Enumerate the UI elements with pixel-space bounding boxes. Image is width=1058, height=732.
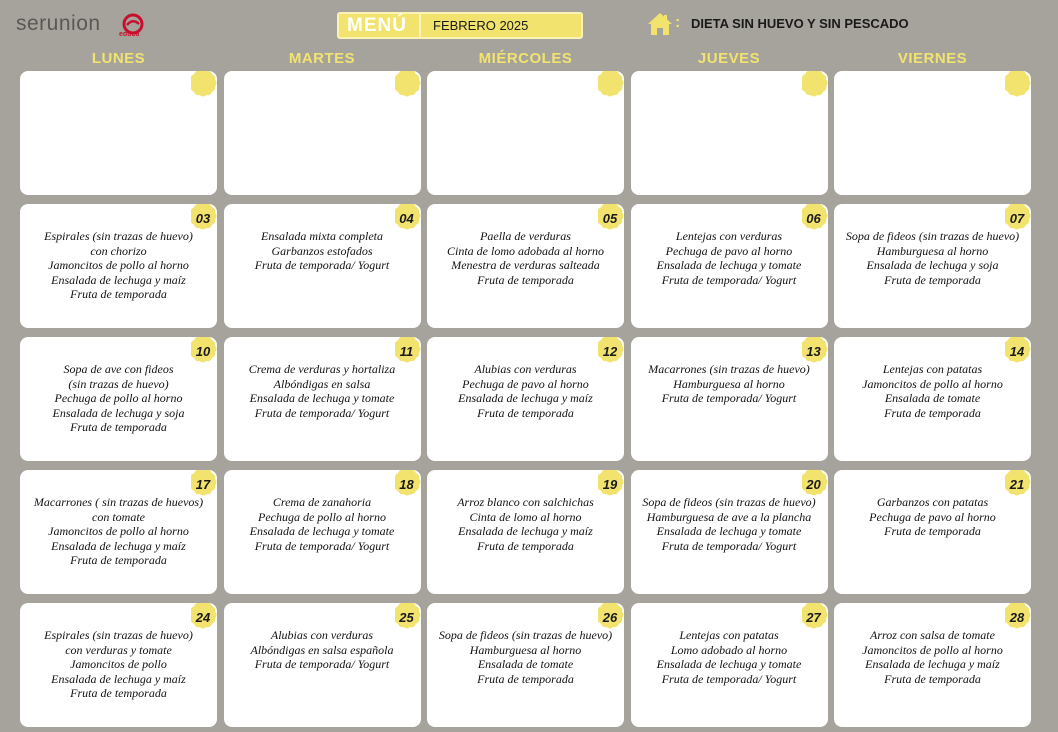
dish-list [226,229,419,273]
dish-item: Lentejas con patatas [679,628,779,642]
day-cell [20,470,217,594]
dish-list [226,362,419,420]
weekday-header: JUEVES [697,50,761,67]
day-cell [20,603,217,727]
dish-list [429,362,622,420]
dish-item: Ensalada de lechuga y tomate [656,524,802,539]
dish-item: Fruta de temporada [477,405,574,420]
sun-badge-icon [395,470,423,498]
dish-item: Alubias con verduras [474,362,577,376]
dish-item: Arroz con salsa de tomate [870,628,995,642]
dish-item: Fruta de temporada/ Yogurt [661,538,797,553]
dish-item: Fruta de temporada [884,671,981,686]
dish-item: Cinta de lomo adobada al horno [446,243,604,258]
sun-badge-icon [191,204,219,232]
dish-item: con tomate [92,509,145,524]
header-colon: : [675,14,681,31]
sun-badge-shape [395,71,423,99]
dish-item: Hamburguesa de ave a la plancha [646,509,812,524]
day-number: 13 [806,344,821,359]
day-cell [224,337,421,461]
sun-badge-icon [802,603,830,631]
dish-item: Pechuga de pollo al horno [54,391,183,406]
dish-item: Lomo adobado al horno [670,642,788,657]
dish-item: Albóndigas en salsa [273,376,371,391]
dish-item: Jamoncitos de pollo al horno [48,258,189,273]
day-cell [20,204,217,328]
dish-item: Lentejas con verduras [675,229,783,243]
dish-item: Fruta de temporada [477,671,574,686]
dish-item: Fruta de temporada [477,538,574,553]
menu-word: MENÚ [347,15,407,36]
brand-name: serunion [16,12,101,35]
brand-sub: educa [119,31,140,38]
day-number: 11 [399,344,414,359]
day-number: 19 [602,477,618,492]
dish-item: Ensalada de lechuga y maíz [51,671,186,686]
dish-item: Ensalada de lechuga y tomate [249,391,395,406]
dish-item: Alubias con verduras [270,628,374,642]
dish-item: Sopa de fideos (sin trazas de huevo) [438,628,613,642]
day-cell [834,470,1031,594]
day-number: 14 [1009,344,1025,359]
sun-badge-icon [395,204,423,232]
day-number: 18 [399,477,414,492]
day-number: 04 [399,211,414,226]
dish-item: Jamoncitos de pollo al horno [862,642,1003,657]
sun-badge-icon [1005,71,1033,99]
sun-badge-icon [802,71,830,99]
day-cell [834,337,1031,461]
dish-item: Garbanzos estofados [271,243,373,258]
day-number: 06 [806,211,821,226]
dish-item: Sopa de fideos (sin trazas de huevo) [845,229,1020,243]
dish-item: Pechuga de pavo al horno [869,509,996,524]
dish-item: Ensalada de lechuga y maíz [458,524,593,539]
dish-item: Macarrones (sin trazas de huevo) [648,362,810,376]
dish-item: Ensalada de lechuga y maíz [458,391,593,406]
dish-item: (sin trazas de huevo) [68,376,169,391]
weekday-header: MARTES [288,50,356,67]
dish-item: Fruta de temporada [70,287,167,302]
dish-item: Ensalada de lechuga y tomate [656,657,802,672]
day-cell [20,71,217,195]
dish-item: Jamoncitos de pollo al horno [862,376,1003,391]
dish-item: Pechuga de pavo al horno [462,376,589,391]
dish-item: Ensalada de lechuga y tomate [249,524,395,539]
weekday-header: LUNES [91,50,146,67]
dish-item: Jamoncitos de pollo [70,657,167,672]
dish-item: Fruta de temporada [70,420,167,435]
menu-month: FEBRERO 2025 [419,14,581,37]
day-cell [631,603,828,727]
dish-list [633,229,826,287]
dish-list [836,495,1029,539]
sun-badge-icon [191,603,219,631]
day-number: 07 [1009,211,1025,226]
day-cell [631,204,828,328]
dish-item: Pechuga de pollo al horno [258,509,386,524]
sun-badge-icon [598,603,626,631]
day-cell [427,470,624,594]
day-number: 17 [195,477,211,492]
sun-badge-icon [1005,603,1033,631]
dish-item: Menestra de verduras salteada [451,258,600,273]
sun-badge-icon [1005,470,1033,498]
sun-badge-icon [191,337,219,365]
sun-badge-icon [395,603,423,631]
dish-list [22,495,215,568]
dish-list [633,362,826,406]
day-number: 27 [806,610,821,625]
dish-item: Pechuga de pavo al horno [665,243,793,258]
dish-item: Crema de zanahoria [272,495,372,509]
house-icon [647,12,673,36]
sun-badge-icon [802,470,830,498]
sun-badge-icon [598,337,626,365]
dish-item: Ensalada de tomate [884,391,981,406]
dish-item: Fruta de temporada [70,686,167,701]
dish-item: Ensalada de lechuga y soja [52,405,185,420]
dish-item: Jamoncitos de pollo al horno [48,524,189,539]
day-cell [20,337,217,461]
day-cell [224,71,421,195]
day-number: 26 [602,610,618,625]
dish-list [633,628,826,686]
dish-item: con chorizo [90,243,147,258]
dish-item: Hamburguesa al horno [673,376,785,391]
day-cell [427,204,624,328]
dish-list [429,229,622,287]
sun-badge-shape [1005,71,1033,99]
day-number: 05 [602,211,618,226]
day-number: 28 [1009,610,1025,625]
day-cell [224,603,421,727]
day-cell [834,603,1031,727]
menu-title-box [337,12,583,39]
dish-item: Hamburguesa al horno [876,243,989,258]
dish-item: Ensalada de lechuga y maíz [865,657,1000,672]
dish-list [836,362,1029,420]
day-cell [224,470,421,594]
dish-list [836,229,1029,287]
dish-item: Ensalada de lechuga y tomate [656,258,802,273]
dish-list [22,628,215,701]
day-number: 21 [1009,477,1025,492]
day-cell [834,204,1031,328]
dish-item: Hamburguesa al horno [469,642,582,657]
dish-list [22,362,215,435]
day-number: 03 [195,211,211,226]
dish-item: Paella de verduras [480,229,571,243]
sun-badge-icon [191,470,219,498]
dish-item: Fruta de temporada/ Yogurt [661,272,797,287]
dish-list [226,495,419,553]
sun-badge-icon [395,71,423,99]
dish-item: Garbanzos con patatas [876,495,989,509]
dish-list [429,495,622,553]
dish-item: Ensalada de lechuga y soja [866,258,999,273]
dish-item: Fruta de temporada/ Yogurt [661,671,797,686]
sun-badge-icon [1005,337,1033,365]
sun-badge-icon [802,337,830,365]
dish-item: Macarrones ( sin trazas de huevos) [33,495,204,509]
dish-item: Sopa de fideos (sin trazas de huevo) [642,495,816,509]
dish-item: Lentejas con patatas [882,362,983,376]
dish-list [226,628,419,672]
dish-item: Fruta de temporada [884,405,981,420]
sun-badge-icon [802,204,830,232]
dish-item: Fruta de temporada [884,272,981,287]
day-cell [427,71,624,195]
dish-item: Fruta de temporada/ Yogurt [254,405,390,420]
day-number: 24 [195,610,211,625]
weekday-header: MIÉRCOLES [478,50,573,67]
dish-list [836,628,1029,686]
sun-badge-shape [191,71,219,99]
sun-badge-icon [1005,204,1033,232]
weekday-header: VIERNES [897,50,968,67]
sun-badge-shape [598,71,626,99]
dish-item: Fruta de temporada [477,272,574,287]
dish-item: Arroz blanco con salchichas [457,495,594,509]
sun-badge-icon [598,470,626,498]
dish-list [22,229,215,302]
diet-title: DIETA SIN HUEVO Y SIN PESCADO [691,16,909,31]
dish-item: Fruta de temporada/ Yogurt [661,391,797,406]
day-cell [631,470,828,594]
dish-item: Ensalada mixta completa [261,229,383,243]
sun-badge-icon [191,71,219,99]
day-cell [224,204,421,328]
dish-item: Fruta de temporada/ Yogurt [254,258,390,273]
sun-badge-icon [395,337,423,365]
dish-item: Cinta de lomo al horno [469,509,582,524]
day-cell [427,603,624,727]
dish-item: Crema de verduras y hortaliza [248,362,396,376]
day-number: 25 [399,610,414,625]
dish-item: Ensalada de lechuga y maíz [51,538,186,553]
dish-item: Fruta de temporada/ Yogurt [254,538,390,553]
weekday-header-row [20,50,1032,70]
day-number: 12 [602,344,618,359]
dish-item: Ensalada de tomate [477,657,574,672]
dish-item: Fruta de temporada [70,553,167,568]
dish-item: Ensalada de lechuga y maíz [51,272,186,287]
day-cell [631,337,828,461]
dish-item: Albóndigas en salsa española [250,642,394,657]
dish-item: Fruta de temporada/ Yogurt [254,657,390,672]
dish-item: con verduras y tomate [65,642,172,657]
day-cell [834,71,1031,195]
sun-badge-shape [802,71,830,99]
dish-list [429,628,622,686]
day-cell [631,71,828,195]
day-number: 20 [806,477,821,492]
dish-item: Espirales (sin trazas de huevo) [44,229,193,243]
day-cell [427,337,624,461]
day-number: 10 [195,344,211,359]
dish-list [633,495,826,553]
sun-badge-icon [598,71,626,99]
dish-item: Sopa de ave con fideos [63,362,174,376]
dish-item: Fruta de temporada [884,524,981,539]
sun-badge-icon [598,204,626,232]
dish-item: Espirales (sin trazas de huevo) [44,628,193,642]
